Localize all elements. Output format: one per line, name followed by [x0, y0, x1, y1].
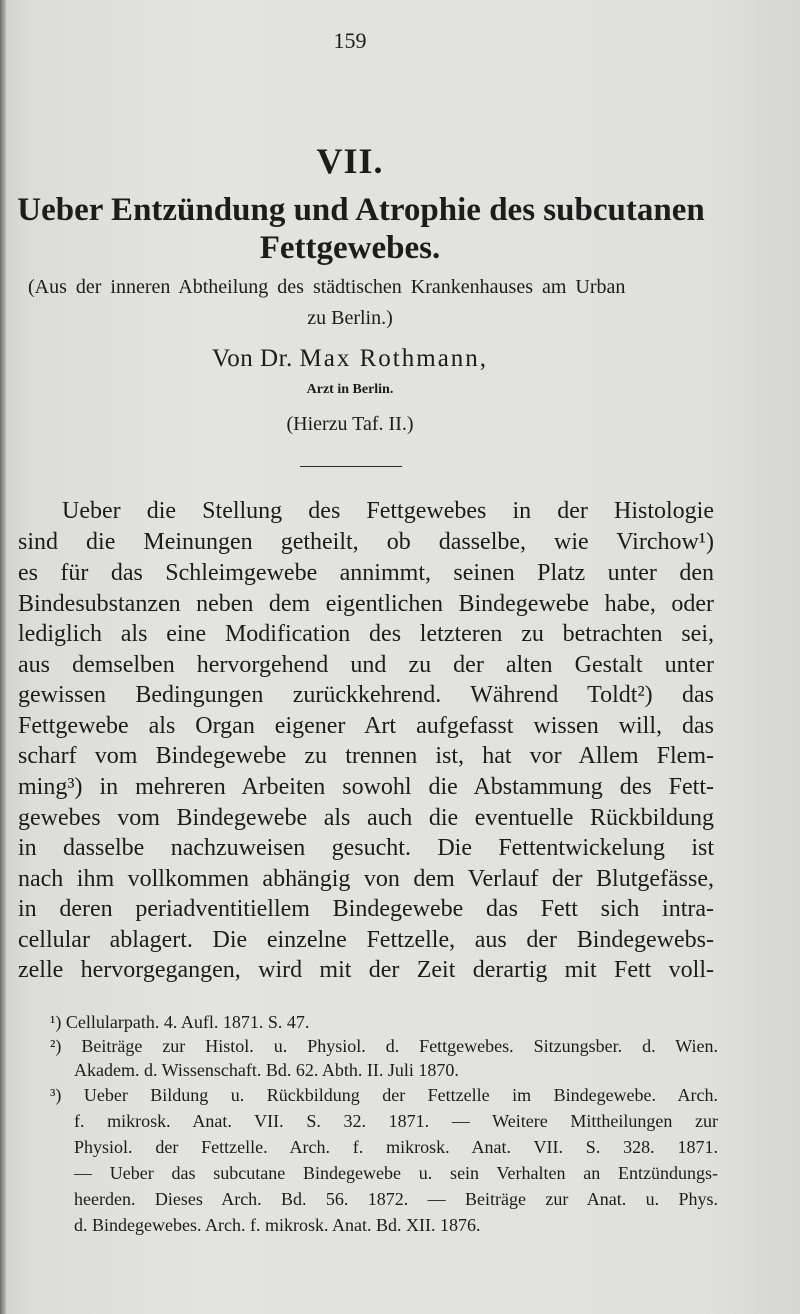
body-line: es für das Schleimgewebe annimmt, seinen Platz unter den	[18, 560, 714, 586]
body-line: nach ihm vollkommen abhängig von dem Verlauf der Blutgefässe,	[18, 866, 714, 892]
body-line: aus demselben hervorgehend und zu der alten Gestalt unter	[18, 652, 714, 678]
separator-rule	[300, 466, 402, 467]
footnote-text: Cellularpath. 4. Aufl. 1871. S. 47.	[65, 1012, 310, 1032]
origin-note-line-1: (Aus der inneren Abtheilung des städtischen Krankenhauses am Urban	[28, 276, 626, 298]
body-line: zelle hervorgegangen, wird mit der Zeit derartig mit Fett voll-	[18, 957, 714, 983]
footnote-mark: ³)	[50, 1085, 62, 1105]
article-title-line-2: Fettgewebes.	[259, 230, 441, 266]
footnote-line: — Ueber das subcutane Bindegewebe u. sein Verhalten an Entzündungs-	[74, 1163, 718, 1183]
author-name: Max Rothmann,	[299, 345, 489, 372]
body-line: ming³) in mehreren Arbeiten sowohl die Abstammung des Fett-	[18, 774, 714, 800]
body-line: lediglich als eine Modification des letzteren zu betrachten sei,	[18, 621, 714, 647]
footnote-line: Akadem. d. Wissenschaft. Bd. 62. Abth. II. Juli 1870.	[74, 1060, 459, 1080]
origin-note-line-2: zu Berlin.)	[307, 307, 393, 329]
body-line: cellular ablagert. Die einzelne Fettzelle, aus der Bindegewebs-	[18, 927, 714, 953]
author-line	[0, 345, 700, 373]
plate-reference: (Hierzu Taf. II.)	[286, 413, 414, 435]
footnote-3	[50, 1083, 718, 1107]
author-prefix: Von Dr.	[211, 345, 300, 372]
body-line: sind die Meinungen getheilt, ob dasselbe, wie Virchow¹)	[18, 529, 714, 555]
footnote-line: Physiol. der Fettzelle. Arch. f. mikrosk. Anat. VII. S. 328. 1871.	[74, 1137, 718, 1157]
footnote-line: f. mikrosk. Anat. VII. S. 32. 1871. — Weitere Mittheilungen zur	[74, 1111, 718, 1131]
body-line: Ueber die Stellung des Fettgewebes in der Histologie	[62, 498, 714, 524]
article-title-line-1: Ueber Entzündung und Atrophie des subcutanen	[17, 192, 705, 228]
footnote-line: heerden. Dieses Arch. Bd. 56. 1872. — Beiträge zur Anat. u. Phys.	[74, 1189, 718, 1209]
footnote-2	[50, 1034, 718, 1058]
body-line: Fettgewebe als Organ eigener Art aufgefasst wissen will, das	[18, 713, 714, 739]
body-line: Bindesubstanzen neben dem eigentlichen Bindegewebe habe, oder	[18, 591, 714, 617]
footnote-1	[50, 1010, 718, 1034]
page-number: 159	[333, 28, 367, 53]
footnote-mark: ¹)	[50, 1012, 62, 1032]
chapter-number: VII.	[316, 141, 384, 181]
footnote-text: Beiträge zur Histol. u. Physiol. d. Fettgewebes. Sitzungsber. d. Wien.	[81, 1036, 719, 1056]
body-line: gewissen Bedingungen zurückkehrend. Während Toldt²) das	[18, 682, 714, 708]
body-line: in deren periadventitiellem Bindegewebe das Fett sich intra-	[18, 896, 714, 922]
body-line: gewebes vom Bindegewebe als auch die eventuelle Rückbildung	[18, 805, 714, 831]
footnote-mark: ²)	[50, 1036, 62, 1056]
footnote-text: Ueber Bildung u. Rückbildung der Fettzelle im Bindegewebe. Arch.	[83, 1085, 718, 1105]
footnote-line: d. Bindegewebes. Arch. f. mikrosk. Anat. Bd. XII. 1876.	[74, 1215, 481, 1235]
author-affiliation: Arzt in Berlin.	[306, 382, 394, 397]
page-spine-shadow	[0, 0, 6, 1314]
body-line: in dasselbe nachzuweisen gesucht. Die Fettentwickelung ist	[18, 835, 714, 861]
body-line: scharf vom Bindegewebe zu trennen ist, hat vor Allem Flem-	[18, 743, 714, 769]
